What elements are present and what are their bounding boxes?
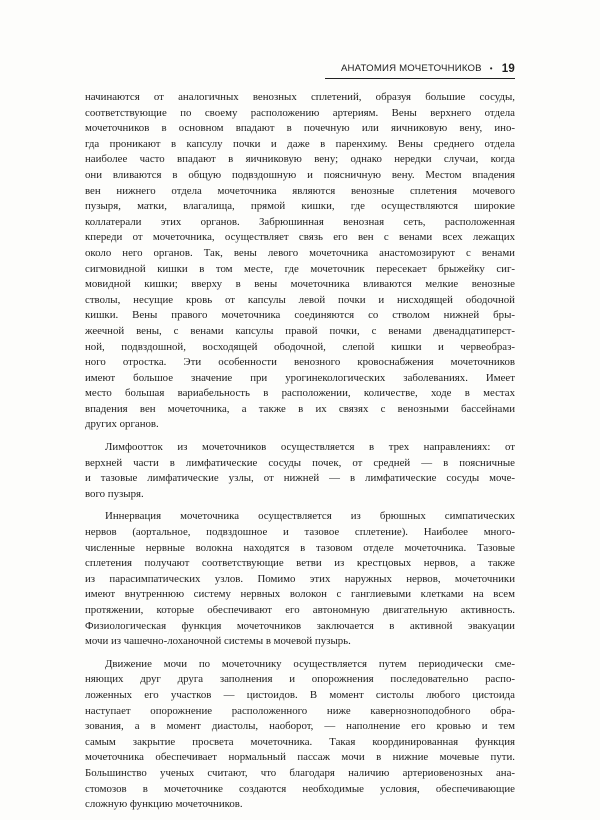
text-line: няющих друг друга заполнения и опорожнения последовательно распо- [85,673,515,686]
text-line: Иннервация мочеточника осуществляется из брюшных симпатических [105,510,515,523]
text-line: сигмовидной кишки в том месте, где мочеточник пересекает брыжейку сиг- [85,262,515,275]
text-line: жеечной вены, с венами капсулы правой почки, с венами двенадцатиперст- [85,324,515,337]
page-body [85,90,515,820]
text-line: наиболее часто впадают в яичниковую вену; однако нередки случаи, когда [85,153,515,166]
text-line: начинаются от аналогичных венозных сплетений, образуя большие сосуды, [85,91,515,103]
text-line: они вливаются в общую подвздошную и поясничную вену. Местом впадения [85,168,515,181]
text-line: других органов. [85,418,159,431]
text-line: Большинство ученых считают, что благодаря наличию артериовенозных ана- [85,766,515,779]
text-line: имеют внутреннюю систему нервных волокон с ганглиевыми клетками на всем [85,588,515,601]
text-line: ного отростка. Эти особенности венозного кровоснабжения мочеточников [85,356,515,369]
text-line: протяжении, которые обеспечивают его автономную двигательную активность. [85,604,515,616]
text-line: верхней части в лимфатические сосуды почек, от средней — в поясничные [85,456,515,469]
text-line: кишки. Вены правого мочеточника соединяются со стволом нижней бры- [85,309,515,322]
text-line: коллатерали этих органов. Забрюшинная венозная сеть, расположенная [85,215,515,228]
text-line: Лимфоотток из мочеточников осуществляется в трех направлениях: от [105,441,515,454]
text-line: место большая вариабельность в расположении, количестве, ходе в местах [85,387,515,400]
text-line: стомозов в мочеточнике создаются необходимые условия, обеспечивающие [85,782,515,795]
text-line: нервов (аортальное, подвздошное и тазовое сплетение). Наиболее много- [85,526,515,539]
text-line: вен нижнего отдела мочеточника являются венозные сплетения мочевого [85,184,515,197]
text-line: около него органов. Так, вены левого мочеточника анастомозируют с венами [85,246,515,259]
header-bullet: • [489,64,493,73]
paragraph [85,657,515,813]
text-line: Движение мочи по мочеточнику осуществляется путем периодически сме- [105,657,515,670]
text-line: стволы, несущие кровь от капсулы левой почки и нисходящей ободочной [85,293,515,306]
text-line: пузыря, матки, влагалища, прямой кишки, где осуществляются широкие [85,200,515,213]
text-line: мочи из чашечно-лоханочной системы в мочевой пузырь. [85,635,351,648]
text-line: сплетения получают соответствующие ветви из крестцовых нервов, а также [85,557,515,570]
text-line: кпереди от мочеточника, осуществляет связь его вен с венами всех лежащих [85,231,515,244]
page-number: 19 [501,62,515,75]
text-line: Физиологическая функция мочеточников заключается в активной эвакуации [85,619,515,632]
text-line: и тазовые лимфатические узлы, от нижней — в лимфатические сосуды моче- [85,472,515,485]
text-line: сложную функцию мочеточников. [85,798,243,811]
text-line: зования, а в момент диастолы, наоборот, — наполнение его кровью и тем [85,720,515,733]
header-rule [325,78,515,79]
text-line: мовидной кишки; вверху в вены мочеточника вливаются мелкие венозные [85,278,515,291]
paragraph [85,90,515,433]
text-line: ной, подвздошной, восходящей ободочной, слепой кишки и червеобраз- [85,340,515,353]
text-line: мочеточников в основном впадают в почечную или яичниковую вену, ино- [85,122,515,135]
text-line: наступает опорожнение расположенного ниже кавернозноподобного обра- [85,704,515,717]
text-line: гда проникают в капсулу почки и даже в паренхиму. Вены среднего отдела [85,137,515,150]
text-line: самым закрытие просвета мочеточника. Такая координированная функция [85,735,515,748]
running-header [325,62,515,75]
text-line: мочеточника обеспечивает нормальный пассаж мочи в нижние мочевые пути. [85,751,515,764]
text-line: впадения вен мочеточника, а также в их связях с венозными бассейнами [85,402,515,415]
text-line: соответствующие по своему расположению артериям. Вены верхнего отдела [85,106,515,119]
text-line: вого пузыря. [85,487,144,500]
text-line: численные нервные волокна находятся в тазовом отделе мочеточника. Тазовые [85,541,515,554]
paragraph [85,509,515,649]
text-line: ложенных его участков — цистоидов. В момент систолы любого цистоида [85,688,515,701]
running-title: АНАТОМИЯ МОЧЕТОЧНИКОВ [340,63,482,74]
paragraph [85,440,515,502]
text-line: имеют большое значение при урогинекологических заболеваниях. Имеет [85,371,515,384]
text-line: из парасимпатических узлов. Помимо этих наружных нервов, мочеточники [85,572,515,585]
